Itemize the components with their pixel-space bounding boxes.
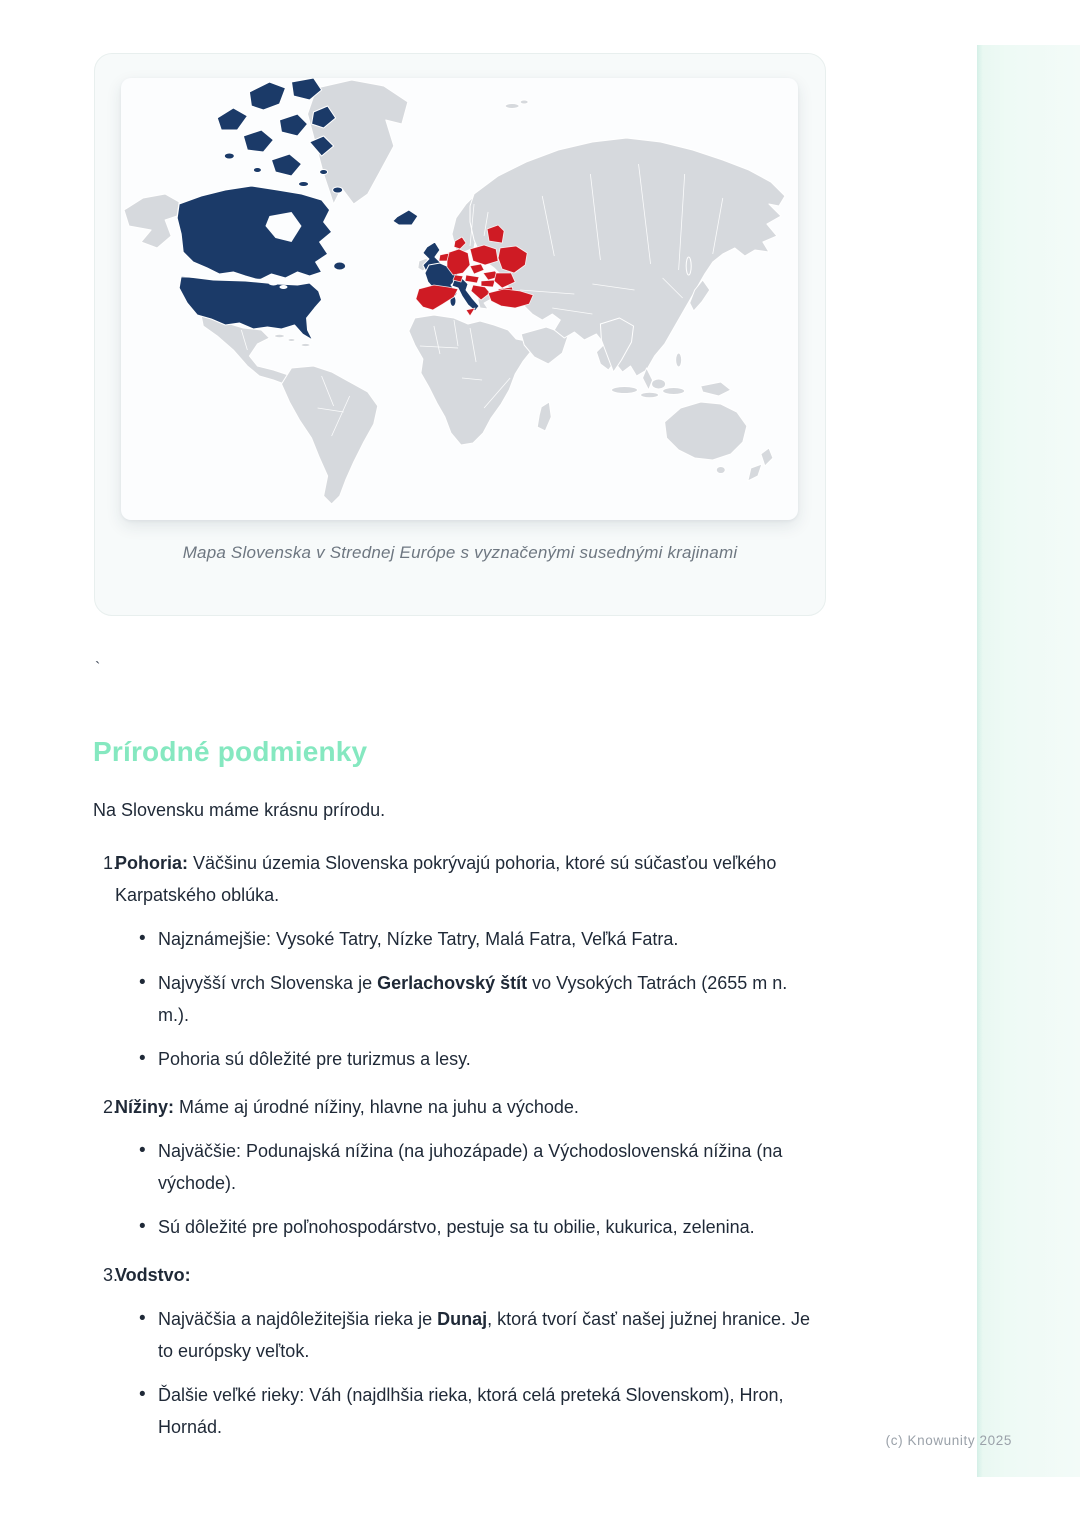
bullet-list xyxy=(93,1135,811,1243)
copyright-watermark: (c) Knowunity 2025 xyxy=(885,1433,1012,1448)
stray-backtick: ` xyxy=(95,660,101,677)
numbered-list xyxy=(93,847,811,1443)
list-number: 2. xyxy=(103,1097,119,1117)
list-label: Vodstvo: xyxy=(115,1265,191,1285)
list-label: Pohoria: xyxy=(115,853,189,873)
map-card xyxy=(94,53,826,616)
bullet-text: Najväčšia a najdôležitejšia rieka je xyxy=(158,1309,438,1329)
list-item-head xyxy=(93,1091,811,1123)
content-block xyxy=(93,847,811,1459)
bullet-bold: Dunaj xyxy=(437,1309,488,1329)
bullet-list xyxy=(93,923,811,1075)
bullet-bold: Gerlachovský štít xyxy=(377,973,528,993)
bullet-item xyxy=(93,967,811,1031)
bullet-text: Pohoria sú dôležité pre turizmus a lesy. xyxy=(158,1049,471,1069)
world-map xyxy=(121,78,798,520)
list-item-vodstvo xyxy=(93,1259,811,1443)
list-item-niziny xyxy=(93,1091,811,1243)
right-accent-stripe xyxy=(977,45,1080,1477)
list-rest: Máme aj úrodné nížiny, hlavne na juhu a východe. xyxy=(174,1097,579,1117)
list-text xyxy=(115,847,811,911)
bullet-item xyxy=(93,1211,811,1243)
list-number: 3. xyxy=(103,1265,119,1285)
list-item-pohoria xyxy=(93,847,811,1075)
bullet-text: Najväčšie: Podunajská nížina (na juhozápade) a Východoslovenská nížina (na východe). xyxy=(158,1141,783,1193)
map-caption: Mapa Slovenska v Strednej Európe s vyznačenými susednými krajinami xyxy=(182,543,738,562)
bullet-item xyxy=(93,1303,811,1367)
list-rest: Väčšinu územia Slovenska pokrývajú pohoria, ktoré sú súčasťou veľkého Karpatského oblúka. xyxy=(115,853,777,905)
bullet-item xyxy=(93,1043,811,1075)
bullet-text: Sú dôležité pre poľnohospodárstvo, pestuje sa tu obilie, kukurica, zelenina. xyxy=(158,1217,755,1237)
bullet-text: Najvyšší vrch Slovenska je xyxy=(158,973,378,993)
list-item-head xyxy=(93,847,811,911)
section-heading: Prírodné podmienky xyxy=(93,736,368,767)
list-item-head xyxy=(93,1259,811,1291)
list-text xyxy=(115,1259,811,1291)
bullet-text: Ďalšie veľké rieky: Váh (najdlhšia rieka, ktorá celá preteká Slovenskom), Hron, Hornád. xyxy=(158,1385,784,1437)
list-text xyxy=(115,1091,811,1123)
list-number: 1. xyxy=(103,853,119,873)
bullet-item xyxy=(93,1135,811,1199)
list-label: Nížiny: xyxy=(115,1097,175,1117)
world-map-svg xyxy=(121,78,798,520)
intro-paragraph: Na Slovensku máme krásnu prírodu. xyxy=(93,800,386,820)
bullet-list xyxy=(93,1303,811,1443)
bullet-item xyxy=(93,1379,811,1443)
bullet-item xyxy=(93,923,811,955)
bullet-text: , ktorá tvorí časť našej južnej hranice. Je to európsky veľtok. xyxy=(158,1309,811,1361)
bullet-text: Najznámejšie: Vysoké Tatry, Nízke Tatry, Malá Fatra, Veľká Fatra. xyxy=(158,929,679,949)
bullet-text: vo Vysokých Tatrách (2655 m n. m.). xyxy=(158,973,788,1025)
